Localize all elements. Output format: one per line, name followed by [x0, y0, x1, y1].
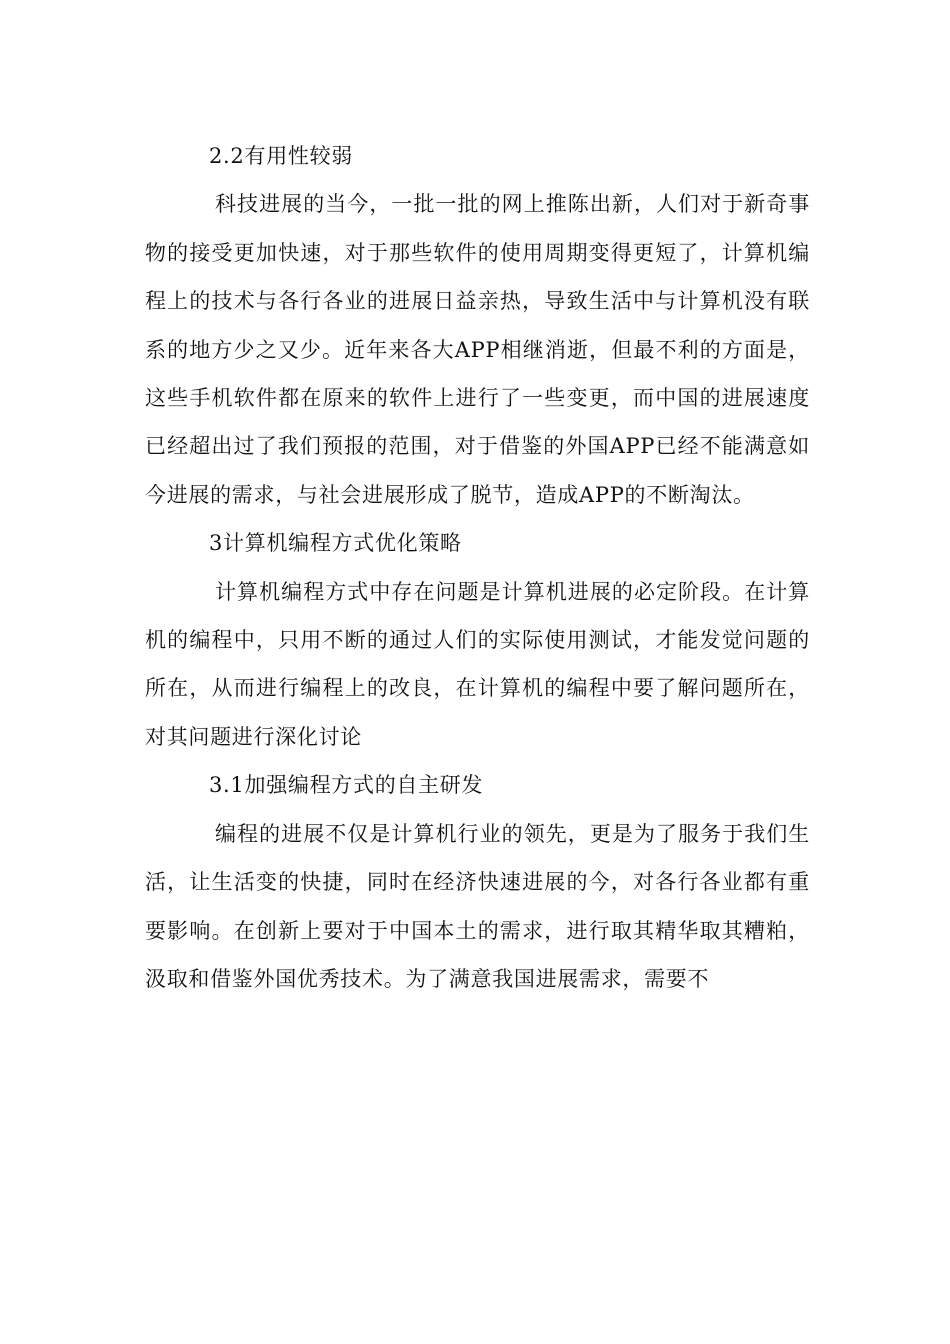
document-body: [145, 132, 810, 1003]
section-heading-3-1: 3.1加强编程方式的自主研发: [209, 773, 484, 798]
section-heading-2-2: 2.2有用性较弱: [209, 144, 353, 168]
section-heading-3: 3计算机编程方式优化策略: [209, 531, 462, 556]
section-paragraph-3: 计算机编程方式中存在问题是计算机进展的必定阶段。在计算机的编程中，只用不断的通过人们的实际使用测试，才能发觉问题的所在，从而进行编程上的改良，在计算机的编程中要了解问题所在，对其问题进行深化讨论: [145, 579, 810, 749]
section-paragraph-3-1: 编程的进展不仅是计算机行业的领先，更是为了服务于我们生活，让生活变的快捷，同时在经济快速进展的今，对各行各业都有重要影响。在创新上要对于中国本土的需求，进行取其精华取其糟粕，汲取和借鉴外国优秀技术。为了满意我国进展需求，需要不: [145, 821, 810, 991]
section-paragraph-2-2: 科技进展的当今，一批一批的网上推陈出新，人们对于新奇事物的接受更加快速，对于那些软件的使用周期变得更短了，计算机编程上的技术与各行各业的进展日益亲热，导致生活中与计算机没有联系的地方少之又少。近年来各大APP相继消逝，但最不利的方面是，这些手机软件都在原来的软件上进行了一些变更，而中国的进展速度已经超出过了我们预报的范围，对于借鉴的外国APP已经不能满意如今进展的需求，与社会进展形成了脱节，造成APP的不断淘汰。: [145, 192, 810, 507]
